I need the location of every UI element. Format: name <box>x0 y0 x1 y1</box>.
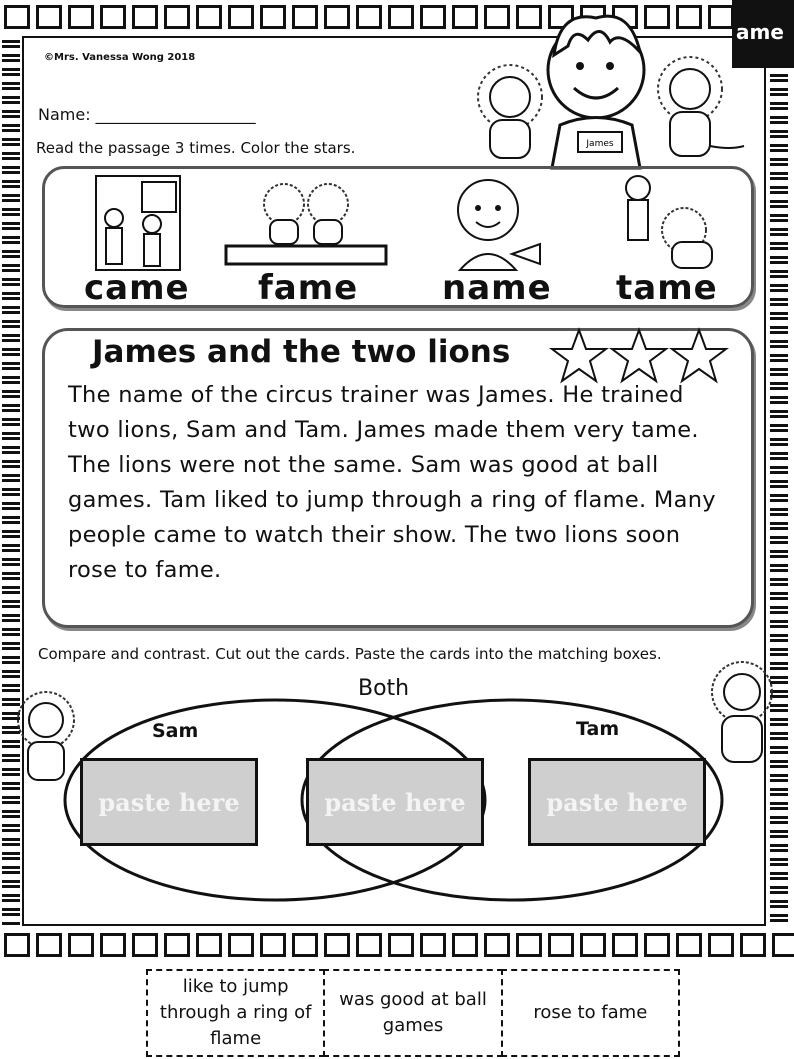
border-bar <box>2 418 20 426</box>
border-bar <box>2 796 20 804</box>
border-bar <box>770 382 788 390</box>
border-square <box>452 933 478 957</box>
venn-tam-label: Tam <box>576 718 620 740</box>
border-bar <box>770 550 788 558</box>
border-bar <box>770 606 788 614</box>
credit-text: ©Mrs. Vanessa Wong 2018 <box>44 52 196 63</box>
border-bar <box>2 474 20 482</box>
border-bar <box>770 144 788 152</box>
border-bar <box>770 564 788 572</box>
border-bar <box>2 894 20 902</box>
star-icon-1[interactable] <box>550 328 608 384</box>
border-square <box>324 5 350 29</box>
border-bar <box>770 396 788 404</box>
border-square <box>356 5 382 29</box>
border-square <box>4 933 30 957</box>
border-bar <box>770 368 788 376</box>
border-bar <box>770 480 788 488</box>
border-bar <box>2 222 20 230</box>
border-square <box>420 933 446 957</box>
border-bar <box>770 858 788 866</box>
border-bar <box>2 446 20 454</box>
border-square <box>740 933 766 957</box>
lion-right-icon <box>650 54 746 162</box>
border-square <box>580 933 606 957</box>
border-bar <box>770 452 788 460</box>
border-bar <box>2 348 20 356</box>
border-bar <box>770 466 788 474</box>
border-square <box>612 933 638 957</box>
border-bar <box>2 96 20 104</box>
border-bar <box>770 802 788 810</box>
border-bar <box>770 74 788 82</box>
border-bar <box>770 788 788 796</box>
border-square <box>708 5 732 29</box>
border-bar <box>2 208 20 216</box>
border-square <box>548 933 574 957</box>
border-bar <box>2 54 20 62</box>
border-bar <box>2 166 20 174</box>
border-bar <box>770 424 788 432</box>
vocab-word-came: came <box>84 268 190 308</box>
border-bar <box>2 320 20 328</box>
border-square <box>132 5 158 29</box>
stage-lions-icon <box>224 176 388 268</box>
border-square <box>484 933 510 957</box>
border-square <box>260 5 286 29</box>
border-bar <box>2 628 20 636</box>
venn-sam-label: Sam <box>152 720 199 742</box>
border-bar <box>2 824 20 832</box>
border-bar <box>770 872 788 880</box>
border-square <box>196 5 222 29</box>
border-square <box>228 5 254 29</box>
border-bar <box>2 586 20 594</box>
border-bar <box>770 410 788 418</box>
badge-text: James <box>586 139 614 149</box>
border-bar <box>770 592 788 600</box>
border-bar <box>2 810 20 818</box>
name-field[interactable]: Name: ____________________ <box>38 105 256 124</box>
border-square <box>100 5 126 29</box>
border-bar <box>2 572 20 580</box>
border-bar <box>770 648 788 656</box>
border-bar <box>2 908 20 916</box>
border-square <box>68 933 94 957</box>
passage-title: James and the two lions <box>92 334 511 370</box>
border-bar <box>2 852 20 860</box>
border-bar <box>770 886 788 894</box>
border-square <box>388 5 414 29</box>
border-bar <box>2 390 20 398</box>
card-rose-fame[interactable]: rose to fame <box>501 969 680 1057</box>
border-bar <box>770 270 788 278</box>
border-bar <box>2 516 20 524</box>
corner-tab-text: ame <box>736 20 784 44</box>
border-bar <box>770 116 788 124</box>
border-bar <box>770 214 788 222</box>
bottom-border <box>0 928 794 961</box>
border-square <box>420 5 446 29</box>
border-bar <box>2 264 20 272</box>
paste-box-sam[interactable]: paste here <box>80 758 258 846</box>
border-square <box>4 5 30 29</box>
border-bar <box>770 298 788 306</box>
border-bar <box>2 138 20 146</box>
border-bar <box>2 488 20 496</box>
border-square <box>388 933 414 957</box>
border-bar <box>770 494 788 502</box>
border-bar <box>2 656 20 664</box>
border-bar <box>2 236 20 244</box>
card-ball-games[interactable]: was good at ball games <box>323 969 502 1057</box>
border-bar <box>770 620 788 628</box>
card-jump-flame[interactable]: like to jump through a ring of flame <box>146 969 325 1057</box>
border-bar <box>2 82 20 90</box>
border-bar <box>770 438 788 446</box>
lion-sam-icon <box>10 690 82 784</box>
border-bar <box>2 544 20 552</box>
border-bar <box>2 306 20 314</box>
border-bar <box>2 460 20 468</box>
border-square <box>292 933 318 957</box>
border-bar <box>770 228 788 236</box>
passage-text: The name of the circus trainer was James. He trained two lions, Sam and Tam. James made them very tame. The lions were not the same. Sam was good at ball games. Tam liked to jump through a ring of flame. Many people came to watch their show. The two lions soon rose to fame. <box>68 382 716 583</box>
border-bar <box>770 354 788 362</box>
border-bar <box>770 102 788 110</box>
star-icon-2[interactable] <box>610 328 668 384</box>
border-bar <box>2 110 20 118</box>
border-bar <box>2 68 20 76</box>
border-bar <box>770 816 788 824</box>
border-bar <box>770 634 788 642</box>
border-bar <box>770 312 788 320</box>
border-bar <box>2 292 20 300</box>
border-bar <box>770 130 788 138</box>
instruction-text: Read the passage 3 times. Color the stars. <box>36 139 356 157</box>
border-bar <box>2 642 20 650</box>
lion-left-icon <box>470 62 550 162</box>
border-bar <box>2 502 20 510</box>
border-square <box>132 933 158 957</box>
border-bar <box>2 194 20 202</box>
border-square <box>164 933 190 957</box>
border-bar <box>2 334 20 342</box>
border-square <box>676 933 702 957</box>
paste-box-tam[interactable]: paste here <box>528 758 706 846</box>
border-bar <box>770 578 788 586</box>
border-square <box>708 933 734 957</box>
border-square <box>516 5 542 29</box>
border-bar <box>770 522 788 530</box>
boy-illustration <box>540 0 650 168</box>
border-square <box>196 933 222 957</box>
border-bar <box>770 340 788 348</box>
border-bar <box>2 432 20 440</box>
paste-box-both[interactable]: paste here <box>306 758 484 846</box>
border-bar <box>2 404 20 412</box>
border-bar <box>2 40 20 48</box>
border-bar <box>2 530 20 538</box>
border-square <box>452 5 478 29</box>
border-square <box>36 5 62 29</box>
star-icon-3[interactable] <box>670 328 728 384</box>
border-bar <box>770 844 788 852</box>
border-bar <box>2 278 20 286</box>
border-square <box>484 5 510 29</box>
border-square <box>228 933 254 957</box>
border-bar <box>770 914 788 922</box>
border-bar <box>2 376 20 384</box>
border-bar <box>770 536 788 544</box>
border-bar <box>2 880 20 888</box>
border-square <box>324 933 350 957</box>
border-bar <box>2 362 20 370</box>
border-bar <box>770 774 788 782</box>
vocab-word-tame: tame <box>616 268 718 308</box>
boy-name-icon <box>448 172 542 272</box>
border-bar <box>770 172 788 180</box>
border-square <box>36 933 62 957</box>
border-square <box>260 933 286 957</box>
border-bar <box>2 124 20 132</box>
border-bar <box>770 88 788 96</box>
border-bar <box>2 614 20 622</box>
border-bar <box>770 326 788 334</box>
border-square <box>164 5 190 29</box>
border-square <box>68 5 94 29</box>
border-bar <box>770 158 788 166</box>
border-bar <box>2 250 20 258</box>
border-bar <box>770 200 788 208</box>
lion-tam-icon <box>706 660 780 766</box>
border-bar <box>2 180 20 188</box>
border-bar <box>770 256 788 264</box>
right-border <box>770 70 788 926</box>
border-square <box>100 933 126 957</box>
border-bar <box>770 284 788 292</box>
border-bar <box>2 866 20 874</box>
cut-out-cards <box>148 969 680 1057</box>
border-bar <box>2 152 20 160</box>
trainer-lion-icon <box>618 172 718 272</box>
border-square <box>516 933 542 957</box>
border-bar <box>2 670 20 678</box>
border-bar <box>2 558 20 566</box>
vocab-word-name: name <box>442 268 552 308</box>
border-bar <box>770 830 788 838</box>
border-square <box>356 933 382 957</box>
left-border <box>2 36 20 926</box>
border-bar <box>2 600 20 608</box>
border-bar <box>770 186 788 194</box>
venn-both-label: Both <box>358 676 410 701</box>
border-bar <box>2 838 20 846</box>
vocab-word-fame: fame <box>258 268 359 308</box>
border-square <box>292 5 318 29</box>
border-bar <box>2 922 20 926</box>
border-square <box>676 5 702 29</box>
compare-instruction: Compare and contrast. Cut out the cards. Paste the cards into the matching boxes. <box>38 645 662 663</box>
border-bar <box>770 242 788 250</box>
border-square <box>644 933 670 957</box>
border-square <box>772 933 794 957</box>
border-bar <box>770 508 788 516</box>
door-icon <box>92 172 184 274</box>
border-bar <box>770 900 788 908</box>
